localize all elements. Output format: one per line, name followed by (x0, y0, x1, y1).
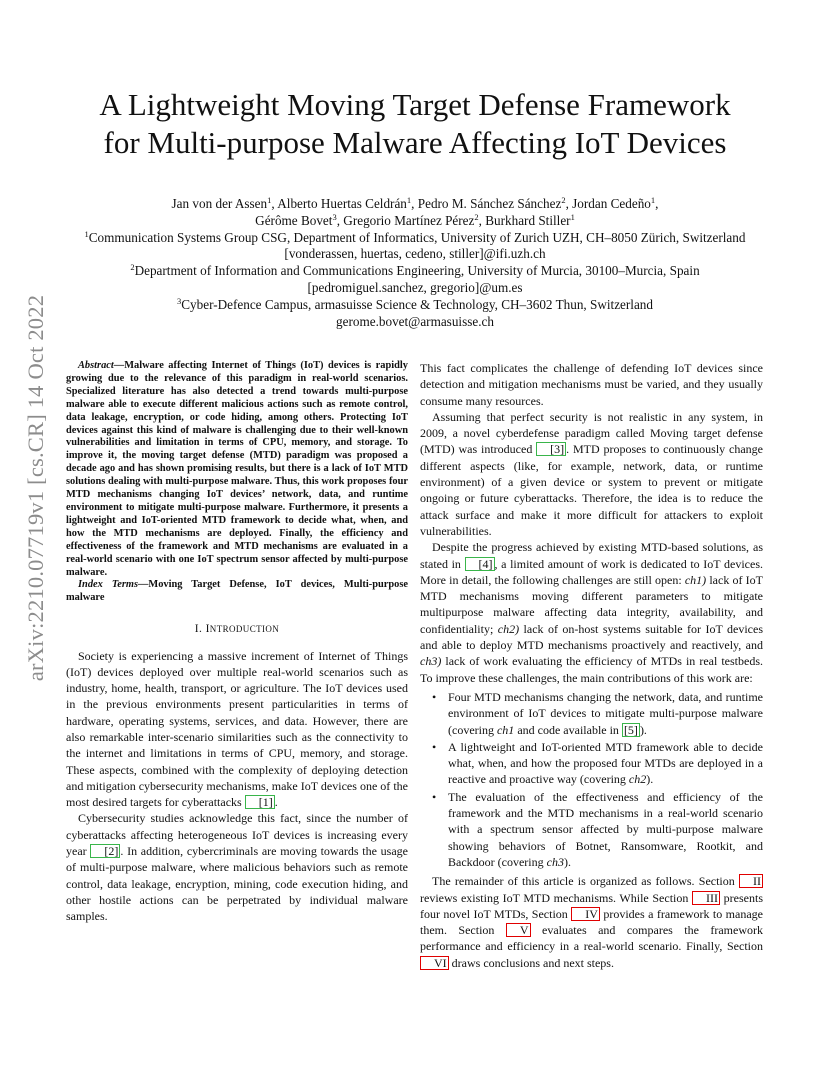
abstract (66, 360, 408, 579)
text-run: . In addition, cybercriminals are moving towards the usage of multi-purpose malware, where malicious behaviors such as remote control, data leakage, encryption, mining, code execution hiding, and other hostile actions can be perpetrated by individual malware samples. (66, 844, 409, 924)
abstract-text: —Malware affecting Internet of Things (IoT) devices is rapidly growing due to the relevance of this paradigm in real-world scenarios. Specialized literature has also detected a trend towards multi-purpose malware able to execute different malicious actions such as remote control, data leakage, encryption, or code hiding, among others. Protecting IoT devices against this kind of malware is challenging due to their well-known vulnerabilities and limitation in terms of CPU, memory, and storage. To improve it, the moving target defense (MTD) paradigm was proposed a decade ago and has shown promising results, but there is a lack of IoT MTD solutions dealing with multi-purpose malware. Thus, this work proposes four MTD mechanisms changing IoT devices’ network, data, and runtime environment to mitigate multi-purpose malware. Furthermore, it presents a lightweight and IoT-oriented MTD framework to decide what, when, and how the MTD mechanisms are deployed. Finally, the efficiency and effectiveness of the framework and MTD mechanisms are evaluated in a real-world scenario with one IoT spectrum sensor affected by multi-purpose malware. (66, 360, 408, 578)
text-run: Society is experiencing a massive increment of Internet of Things (IoT) devices deployed over multiple real-world scenarios such as industry, home, health, transport, or agriculture. The IoT devices used in the previous environments present particularities in terms of hardware, operating systems, services, and data. However, there are also remarkable inter-scenario similarities such as the connectivity to the internet and limitations in terms of CPU, memory, and storage. These aspects, combined with the complexity of deploying detection and mitigation cybersecurity mechanisms, make IoT devices one of the most desired targets for cyberattacks (66, 648, 408, 810)
arxiv-side-stamp (18, 288, 54, 688)
citation-link[interactable]: [2] (90, 844, 120, 858)
section-ref-link[interactable]: V (506, 923, 531, 937)
affiliation-1-email: [vonderassen, huertas, cedeno, stiller]@ifi.uzh.ch (284, 246, 546, 262)
text-run: Four MTD mechanisms changing the network, data, and runtime environment of IoT devices to mitigate multi-purpose malware (covering (448, 689, 763, 737)
intro-paragraph-5 (420, 539, 763, 686)
text-run: ). (646, 772, 654, 787)
affiliation-mark: 2 (130, 262, 135, 273)
section-title-rest: NTRODUCTION (209, 624, 280, 635)
index-terms-text: —Moving Target Defense, IoT devices, Multi-purpose malware (66, 579, 408, 604)
author-name: Alberto Huertas Celdrán (277, 196, 407, 211)
list-item (432, 689, 763, 738)
section-ref-link[interactable]: VI (420, 956, 449, 970)
list-item (432, 789, 763, 870)
arxiv-identifier: arXiv:2210.07719v1 [cs.CR] 14 Oct 2022 (23, 294, 48, 682)
text-run: reviews existing IoT MTD mechanisms. While Section (420, 890, 693, 905)
text-run: lack of work evaluating the efficiency of MTDs in real testbeds. To improve these challenges, the main contributions of this work are: (420, 654, 763, 685)
challenge-label: ch3) (420, 654, 442, 669)
intro-paragraph-6 (420, 873, 763, 971)
text-run: Despite the progress achieved by existing MTD-based solutions, as stated in (420, 540, 763, 571)
affiliation-mark: 1 (650, 195, 656, 205)
title-line-1: A Lightweight Moving Target Defense Framework (99, 87, 731, 122)
section-number: I. (194, 623, 206, 636)
text-run: and code available in (514, 722, 622, 737)
challenge-label: ch3 (546, 854, 564, 869)
section-heading-introduction (66, 621, 408, 637)
affiliation-mark: 2 (474, 211, 479, 222)
challenge-label: ch1) (684, 572, 707, 587)
contributions-list (420, 689, 763, 870)
affiliation-name: Department of Information and Communications Engineering, University of Murcia, 30100–Murcia, Spain (134, 263, 700, 279)
text-run: presents four novel IoT MTDs, Section (420, 890, 763, 921)
author-block (40, 196, 790, 330)
text-run: . (274, 795, 278, 810)
intro-paragraph-2 (66, 810, 408, 924)
challenge-label: ch2 (628, 772, 647, 787)
author-name: Jan von der Assen (171, 196, 268, 211)
index-terms (66, 579, 408, 605)
author-name: Gérôme Bovet (255, 212, 333, 228)
affiliation-mark: 3 (177, 295, 182, 306)
affiliation-mark: 2 (561, 195, 566, 205)
text-run: ). (639, 722, 647, 737)
affiliation-mark: 1 (267, 195, 272, 205)
affiliation-mark: 3 (332, 211, 337, 222)
affiliation-name: Cyber-Defence Campus, armasuisse Science & Technology, CH–3602 Thun, Switzerland (181, 296, 653, 312)
section-ref-link[interactable]: III (692, 891, 720, 905)
author-line-1: Jan von der Assen$^1$, Alberto Huertas Celdrán$^1$, Pedro M. Sánchez Sánchez$^2$, Jordan Cedeño$^1$, (171, 195, 659, 211)
right-column (420, 360, 763, 971)
section-initial: I (205, 623, 210, 636)
affiliation-mark: 1 (406, 195, 412, 205)
text-run: , a limited amount of work is dedicated to IoT devices. More in detail, the following challenges are still open: (420, 556, 763, 587)
citation-link[interactable]: [3] (536, 442, 566, 456)
text-run: draws conclusions and next steps. (448, 955, 614, 970)
section-ref-link[interactable]: IV (571, 907, 600, 921)
text-run: . MTD proposes to continuously change different aspects (like, for example, network, data, or runtime environment) of a given device or system to prevent or mitigate ongoing or future cyberattacks. Therefore, the idea is to reduce the attack surface and make it more difficult for attackers to exploit vulnerabilities. (420, 442, 763, 538)
left-column (66, 360, 408, 925)
author-name: Burkhard Stiller (485, 212, 571, 228)
author-name: Gregorio Martínez Pérez (343, 212, 475, 228)
affiliation-name: Communication Systems Group CSG, Department of Informatics, University of Zurich UZH, CH–8050 Zürich, Switzerland (88, 229, 746, 245)
text-run: The remainder of this article is organized as follows. Section (432, 874, 739, 889)
bullet-icon: • (432, 689, 437, 704)
text-run: ). (563, 854, 571, 869)
abstract-label: Abstract (78, 360, 114, 371)
text-run: provides a framework to manage them. Section (420, 906, 763, 938)
citation-link[interactable]: [4] (465, 557, 495, 571)
text-run: evaluates and compares the framework performance and efficiency in a real-world scenario. Finally, Section (420, 923, 763, 954)
affiliation-2-email: [pedromiguel.sanchez, gregorio]@um.es (307, 279, 523, 295)
text-run: lack of IoT MTD mechanisms moving different parameters to mitigate multipurpose malware affecting data integrity, availability, and confidentiality; (420, 572, 764, 636)
intro-paragraph-4 (420, 409, 763, 539)
text-run: The evaluation of the effectiveness and efficiency of the framework and the MTD mechanisms in a real-world scenario with a spectrum sensor affected by multi-purpose malware showing behaviors of Botnet, Ransomware, Rootkit, and Backdoor (covering (448, 789, 763, 869)
bullet-icon: • (432, 789, 437, 804)
author-line-2: Gérôme Bovet$^3$, Gregorio Martínez Pérez$^2$, Burkhard Stiller$^1$ (255, 211, 575, 228)
author-name: Jordan Cedeño (572, 196, 651, 211)
bullet-icon: • (432, 739, 437, 754)
affiliation-1 (40, 230, 790, 247)
title-line-2: for Multi-purpose Malware Affecting IoT Devices (103, 125, 727, 160)
index-terms-label: Index Terms (78, 579, 139, 591)
list-item (432, 739, 763, 788)
challenge-label: ch1 (496, 722, 515, 737)
challenge-label: ch2) (497, 621, 520, 636)
affiliation-2 (40, 263, 790, 280)
section-ref-link[interactable]: II (739, 874, 763, 888)
text-run: A lightweight and IoT-oriented MTD framework able to decide what, when, and how the proposed four MTDs are deployed in a reactive and proactive way (covering (448, 739, 763, 787)
text-run: Cybersecurity studies acknowledge this fact, since the number of cyberattacks affecting heterogeneous IoT devices is increasing every year (66, 811, 408, 859)
text-run: Assuming that perfect security is not realistic in any system, in 2009, a novel cyberdefense paradigm called Moving target defense (MTD) was introduced (420, 409, 763, 457)
intro-paragraph-1 (66, 648, 408, 811)
intro-paragraph-3: This fact complicates the challenge of defending IoT devices since detection and mitigation mechanisms must be varied, and they usually consume many resources. (420, 361, 763, 408)
citation-link[interactable]: [1] (245, 795, 275, 809)
affiliation-mark: 1 (84, 228, 89, 239)
affiliation-mark: 1 (570, 211, 575, 222)
paper-title (40, 86, 790, 162)
citation-link[interactable]: [5] (623, 722, 638, 737)
text-run: lack of on-host systems suitable for IoT devices and able to deploy MTD mechanisms proactively and reactively, and (420, 621, 764, 653)
affiliation-3-email: gerome.bovet@armasuisse.ch (336, 313, 494, 329)
author-name: Pedro M. Sánchez Sánchez (417, 196, 562, 211)
affiliation-3 (40, 297, 790, 314)
